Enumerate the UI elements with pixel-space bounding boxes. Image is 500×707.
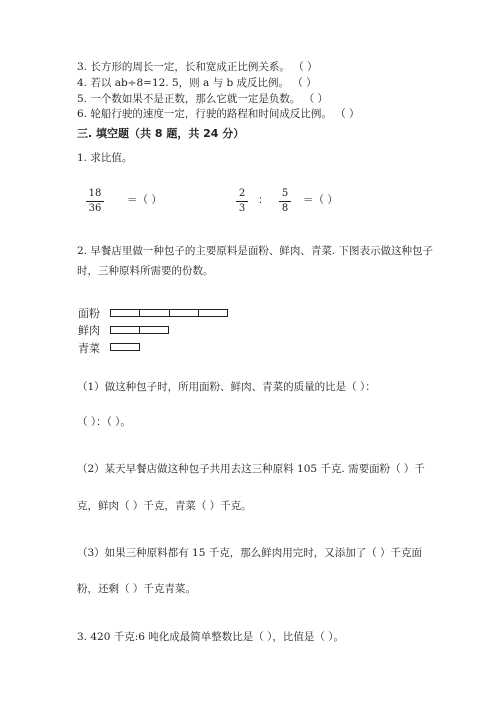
denominator: 36 <box>88 203 102 214</box>
bar-part <box>199 310 227 316</box>
judge-item-4: 4. 若以 ab÷8=12. 5，则 a 与 b 成反比例。 （ ） <box>77 77 317 89</box>
judge-item-6: 6. 轮船行驶的速度一定，行驶的路程和时间成反比例。 （ ） <box>77 108 360 120</box>
bar-part <box>170 310 199 316</box>
fraction-bar <box>279 201 291 202</box>
fraction-bar <box>236 201 248 202</box>
q1-title: 1. 求比值。 <box>77 152 133 164</box>
q2-sub1-line1: （1）做这种包子时，所用面粉、鲜肉、青菜的质量的比是（ ）： <box>77 381 376 393</box>
q2-sub2-line2: 克，鲜肉（ ）千克，青菜（ ）千克。 <box>77 500 252 512</box>
judge-item-3: 3. 长方形的周长一定，长和宽成正比例关系。 （ ） <box>77 61 318 73</box>
bar-part <box>111 344 139 350</box>
bar-label-meat: 鲜肉 <box>78 324 100 337</box>
section-title: 三. 填空题（共 8 题，共 24 分） <box>77 127 245 140</box>
answer-blank-1: ＝（ ） <box>127 194 162 206</box>
q2-line-1: 2. 早餐店里做一种包子的主要原料是面粉、鲜肉、青菜. 下图表示做这种包子 <box>77 245 434 257</box>
answer-blank-2: ＝（ ） <box>303 194 338 206</box>
bar-flour <box>110 309 228 317</box>
q2-line-2: 时，三种原料所需要的份数。 <box>77 265 214 277</box>
numerator: 2 <box>238 188 246 199</box>
fraction-18-36 <box>86 188 104 215</box>
bar-part <box>140 327 168 333</box>
fraction-5-8 <box>279 188 291 215</box>
bar-label-vegetable: 青菜 <box>78 342 100 355</box>
bar-part <box>111 327 140 333</box>
bar-vegetable <box>110 343 140 351</box>
denominator: 3 <box>238 203 246 214</box>
bar-label-flour: 面粉 <box>78 307 100 320</box>
bar-meat <box>110 326 169 334</box>
q2-sub3-line2: 粉，还剩（ ）千克青菜。 <box>77 583 196 595</box>
bar-part <box>111 310 140 316</box>
fraction-bar <box>86 201 104 202</box>
ratio-colon: ： <box>258 194 269 206</box>
q2-sub2-line1: （2）某天早餐店做这种包子共用去这三种原料 105 千克. 需要面粉（ ）千 <box>77 463 425 475</box>
numerator: 5 <box>281 188 289 199</box>
q3-text: 3. 420 千克:6 吨化成最简单整数比是（ ），比值是（ ）。 <box>77 631 344 643</box>
judge-item-5: 5. 一个数如果不是正数，那么它就一定是负数。 （ ） <box>77 93 329 105</box>
denominator: 8 <box>281 203 289 214</box>
q2-sub1-line2: （ ）：（ ）。 <box>77 416 131 428</box>
bar-part <box>140 310 169 316</box>
numerator: 18 <box>88 188 102 199</box>
fraction-2-3 <box>236 188 248 215</box>
q2-sub3-line1: （3）如果三种原料都有 15 千克，那么鲜肉用完时，又添加了（ ）千克面 <box>77 547 423 559</box>
